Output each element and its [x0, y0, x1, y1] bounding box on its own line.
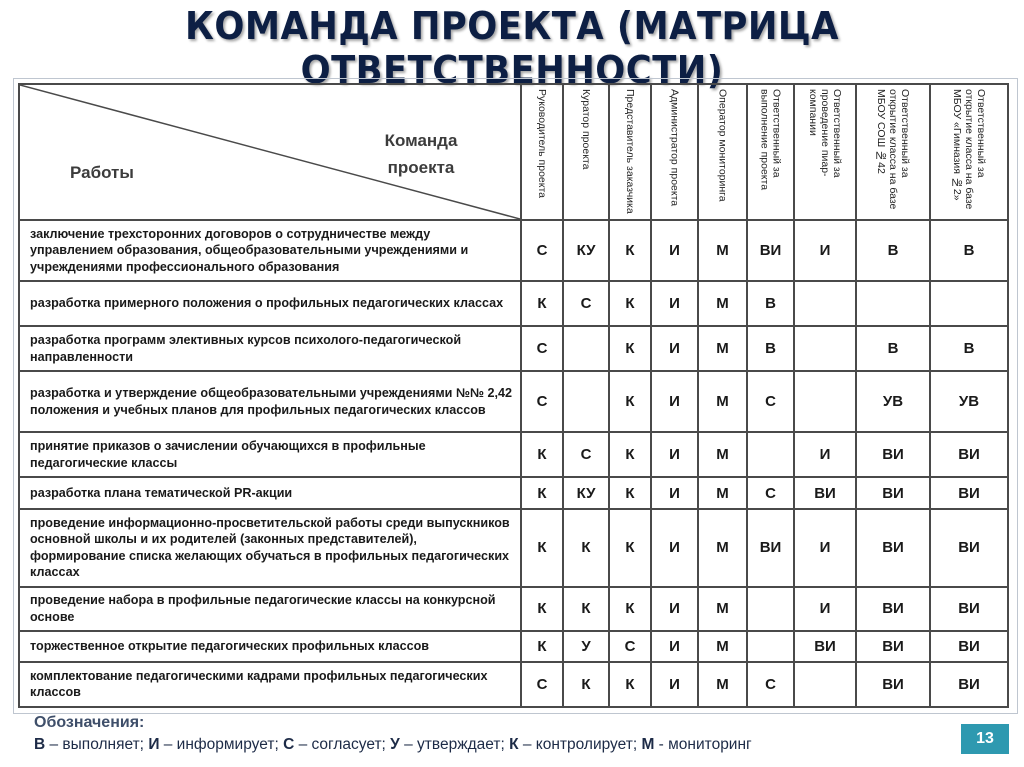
role-cell: М — [698, 220, 747, 281]
role-cell: М — [698, 281, 747, 326]
role-cell — [563, 326, 609, 371]
page-title: КОМАНДА ПРОЕКТА (МАТРИЦА ОТВЕТСТВЕННОСТИ) — [184, 4, 840, 92]
works-label: Работы — [70, 163, 134, 182]
role-cell: С — [521, 220, 563, 281]
column-header: Ответственный за проведение пиар-компании — [794, 84, 856, 220]
role-cell: ВИ — [930, 477, 1008, 508]
role-cell: К — [609, 662, 651, 707]
role-cell: ВИ — [856, 432, 930, 477]
role-cell: ВИ — [930, 509, 1008, 587]
role-cell: ВИ — [856, 631, 930, 662]
role-cell: К — [521, 631, 563, 662]
legend-code: В — [34, 736, 46, 753]
role-cell: КУ — [563, 477, 609, 508]
role-cell: К — [563, 662, 609, 707]
role-cell: С — [563, 281, 609, 326]
role-cell — [794, 662, 856, 707]
role-cell: К — [609, 432, 651, 477]
role-cell: В — [856, 326, 930, 371]
role-cell: ВИ — [794, 631, 856, 662]
work-cell: разработка и утверждение общеобразовательными учреждениями №№ 2,42 положения и учебных планов для профильных педагогических классов — [19, 371, 521, 432]
role-cell: И — [794, 432, 856, 477]
legend-code: К — [509, 736, 519, 753]
role-cell: М — [698, 509, 747, 587]
legend-code: И — [148, 736, 160, 753]
role-cell: КУ — [563, 220, 609, 281]
work-cell: комплектование педагогическими кадрами профильных педагогических классов — [19, 662, 521, 707]
role-cell: М — [698, 662, 747, 707]
legend-code: М — [641, 736, 655, 753]
role-cell: В — [930, 326, 1008, 371]
legend-text: – утверждает; — [399, 736, 510, 753]
role-cell: И — [794, 587, 856, 631]
role-cell: М — [698, 631, 747, 662]
role-cell — [563, 371, 609, 432]
column-header: Ответственный за открытие класса на базе МБОУ СОШ №42 — [856, 84, 930, 220]
responsibility-matrix — [18, 83, 1009, 708]
work-cell: торжественное открытие педагогических профильных классов — [19, 631, 521, 662]
role-cell: ВИ — [856, 662, 930, 707]
role-cell: К — [521, 509, 563, 587]
role-cell: К — [521, 281, 563, 326]
role-cell: И — [794, 220, 856, 281]
role-cell: С — [521, 371, 563, 432]
role-cell: В — [856, 220, 930, 281]
column-header: Руководитель проекта — [521, 84, 563, 220]
legend-code: С — [283, 736, 295, 753]
column-header: Ответственный за выполнение проекта — [747, 84, 794, 220]
role-cell: УВ — [930, 371, 1008, 432]
role-cell: ВИ — [930, 432, 1008, 477]
role-cell: М — [698, 587, 747, 631]
page-number-badge: 13 — [961, 724, 1009, 754]
header-row — [19, 84, 1008, 220]
role-cell: И — [651, 281, 698, 326]
role-cell: ВИ — [856, 587, 930, 631]
work-cell: разработка плана тематической PR-акции — [19, 477, 521, 508]
role-cell — [747, 631, 794, 662]
role-cell: У — [563, 631, 609, 662]
team-label: Команда проекта — [384, 131, 458, 177]
role-cell: К — [521, 587, 563, 631]
role-cell: И — [794, 509, 856, 587]
role-cell: С — [521, 662, 563, 707]
role-cell: И — [651, 662, 698, 707]
role-cell: И — [651, 509, 698, 587]
legend — [34, 714, 752, 754]
role-cell: С — [747, 477, 794, 508]
role-cell: К — [563, 587, 609, 631]
legend-text: – контролирует; — [518, 736, 642, 753]
column-header: Администратор проекта — [651, 84, 698, 220]
role-cell: ВИ — [856, 477, 930, 508]
table-row — [19, 509, 1008, 587]
role-cell: ВИ — [747, 509, 794, 587]
role-cell: И — [651, 326, 698, 371]
role-cell: М — [698, 432, 747, 477]
role-cell: ВИ — [930, 587, 1008, 631]
legend-text: – выполняет; — [45, 736, 149, 753]
work-cell: разработка программ элективных курсов психолого-педагогической направленности — [19, 326, 521, 371]
role-cell — [794, 326, 856, 371]
legend-items — [34, 736, 752, 754]
role-cell: К — [609, 371, 651, 432]
work-cell: проведение набора в профильные педагогические классы на конкурсной основе — [19, 587, 521, 631]
work-cell: разработка примерного положения о профильных педагогических классах — [19, 281, 521, 326]
table-row — [19, 477, 1008, 508]
role-cell: В — [747, 326, 794, 371]
table-row — [19, 326, 1008, 371]
role-cell: ВИ — [794, 477, 856, 508]
role-cell: С — [563, 432, 609, 477]
column-header: Куратор проекта — [563, 84, 609, 220]
role-cell: С — [609, 631, 651, 662]
role-cell: К — [609, 326, 651, 371]
table-row — [19, 631, 1008, 662]
role-cell: К — [609, 220, 651, 281]
role-cell: С — [521, 326, 563, 371]
role-cell — [794, 281, 856, 326]
column-header: Ответственный за открытие класса на базе МБОУ «Гимназия №2» — [930, 84, 1008, 220]
role-cell: ВИ — [930, 662, 1008, 707]
legend-code: У — [390, 736, 400, 753]
role-cell: М — [698, 371, 747, 432]
role-cell: К — [609, 587, 651, 631]
role-cell: К — [609, 509, 651, 587]
role-cell: И — [651, 432, 698, 477]
role-cell — [856, 281, 930, 326]
column-header: Представитель заказчика — [609, 84, 651, 220]
role-cell: К — [609, 477, 651, 508]
table-row — [19, 662, 1008, 707]
role-cell: С — [747, 371, 794, 432]
role-cell: К — [521, 477, 563, 508]
role-cell: В — [930, 220, 1008, 281]
legend-heading: Обозначения: — [34, 714, 145, 731]
role-cell: И — [651, 477, 698, 508]
work-cell: принятие приказов о зачислении обучающихся в профильные педагогические классы — [19, 432, 521, 477]
role-cell: В — [747, 281, 794, 326]
corner-cell — [19, 84, 521, 220]
table-row — [19, 220, 1008, 281]
role-cell — [747, 432, 794, 477]
work-cell: заключение трехсторонних договоров о сотрудничестве между управлением образования, общеобразовательными учреждениями и учреждениями профессионального образования — [19, 220, 521, 281]
column-header: Оператор мониторинга — [698, 84, 747, 220]
table-row — [19, 432, 1008, 477]
role-cell: ВИ — [747, 220, 794, 281]
role-cell: К — [563, 509, 609, 587]
table-row — [19, 587, 1008, 631]
role-cell: М — [698, 477, 747, 508]
role-cell: К — [609, 281, 651, 326]
table-row — [19, 371, 1008, 432]
role-cell: М — [698, 326, 747, 371]
role-cell: И — [651, 587, 698, 631]
role-cell — [930, 281, 1008, 326]
legend-text: – информирует; — [159, 736, 284, 753]
role-cell: И — [651, 220, 698, 281]
role-cell: ВИ — [930, 631, 1008, 662]
role-cell — [747, 587, 794, 631]
role-cell: К — [521, 432, 563, 477]
role-cell: И — [651, 631, 698, 662]
legend-text: – согласует; — [294, 736, 391, 753]
role-cell: ВИ — [856, 509, 930, 587]
role-cell: УВ — [856, 371, 930, 432]
role-cell — [794, 371, 856, 432]
table-row — [19, 281, 1008, 326]
role-cell: С — [747, 662, 794, 707]
legend-text: - мониторинг — [654, 736, 752, 753]
role-cell: И — [651, 371, 698, 432]
work-cell: проведение информационно-просветительской работы среди выпускников основной школы и их родителей (законных представителей), формирование списка желающих обучаться в профильных педагогических классах — [19, 509, 521, 587]
